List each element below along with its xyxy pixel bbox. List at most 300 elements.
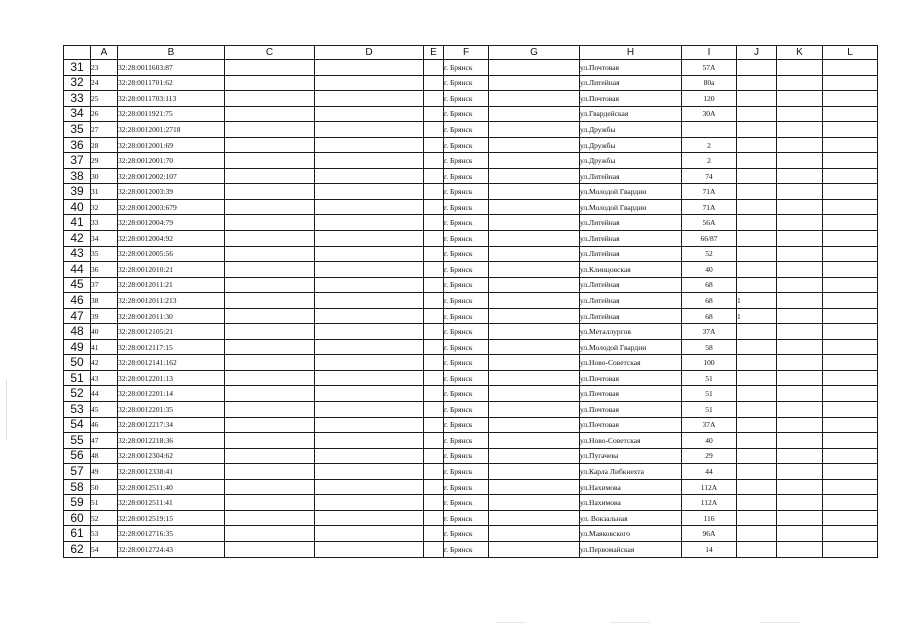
cell-a: 32 [91, 199, 118, 215]
row-number: 37 [64, 153, 91, 169]
cell-l [823, 355, 878, 371]
cell-d [315, 464, 424, 480]
column-header-b: B [118, 46, 225, 60]
cell-f-city: г. Брянск [444, 91, 489, 107]
cell-k [777, 308, 823, 324]
cell-k [777, 370, 823, 386]
cell-k [777, 137, 823, 153]
cell-l [823, 246, 878, 262]
cell-c [225, 510, 315, 526]
table-row [64, 137, 878, 153]
cell-i-house-number: 29 [682, 448, 737, 464]
cell-e [424, 293, 444, 309]
table-row [64, 184, 878, 200]
cell-b-cadastral-number: 32:28:0011701:62 [118, 75, 225, 91]
cell-i-house-number: 14 [682, 541, 737, 557]
cell-h-street: ул.Первомайская [580, 541, 682, 557]
row-number: 41 [64, 215, 91, 231]
cell-a: 45 [91, 402, 118, 418]
cell-k [777, 293, 823, 309]
cell-b-cadastral-number: 32:28:0012511:41 [118, 495, 225, 511]
column-header-j: J [737, 46, 777, 60]
cell-j [737, 526, 777, 542]
table-row [64, 106, 878, 122]
column-header-row [64, 46, 878, 60]
cell-h-street: ул.Литейная [580, 75, 682, 91]
cell-d [315, 168, 424, 184]
cell-k [777, 433, 823, 449]
cell-a: 31 [91, 184, 118, 200]
row-number: 51 [64, 370, 91, 386]
cell-a: 42 [91, 355, 118, 371]
cell-j [737, 153, 777, 169]
table-row [64, 168, 878, 184]
scan-artifact [495, 622, 525, 623]
cell-d [315, 60, 424, 76]
cell-d [315, 386, 424, 402]
cell-h-street: ул.Литейная [580, 246, 682, 262]
cell-d [315, 75, 424, 91]
cell-e [424, 277, 444, 293]
cell-h-street: ул.Гвардейская [580, 106, 682, 122]
cell-l [823, 153, 878, 169]
cell-d [315, 495, 424, 511]
row-number: 32 [64, 75, 91, 91]
cell-c [225, 293, 315, 309]
cell-a: 38 [91, 293, 118, 309]
cell-d [315, 541, 424, 557]
cell-i-house-number: 2 [682, 153, 737, 169]
cell-k [777, 355, 823, 371]
cell-e [424, 526, 444, 542]
cell-f-city: г. Брянск [444, 541, 489, 557]
cell-a: 40 [91, 324, 118, 340]
cell-b-cadastral-number: 32:28:0012011:21 [118, 277, 225, 293]
cell-a: 53 [91, 526, 118, 542]
cell-k [777, 122, 823, 138]
cell-g [489, 75, 580, 91]
cell-k [777, 277, 823, 293]
cell-a: 36 [91, 262, 118, 278]
cell-d [315, 153, 424, 169]
cell-a: 49 [91, 464, 118, 480]
row-number: 52 [64, 386, 91, 402]
cell-l [823, 106, 878, 122]
cell-a: 39 [91, 308, 118, 324]
cell-f-city: г. Брянск [444, 122, 489, 138]
cell-d [315, 324, 424, 340]
cell-f-city: г. Брянск [444, 231, 489, 247]
cell-b-cadastral-number: 32:28:0012005:56 [118, 246, 225, 262]
cell-c [225, 231, 315, 247]
cell-d [315, 262, 424, 278]
row-number: 61 [64, 526, 91, 542]
table-row [64, 324, 878, 340]
cell-h-street: ул.Пугачева [580, 448, 682, 464]
cell-g [489, 168, 580, 184]
cell-f-city: г. Брянск [444, 153, 489, 169]
cell-l [823, 417, 878, 433]
row-number: 54 [64, 417, 91, 433]
cell-d [315, 246, 424, 262]
cell-k [777, 106, 823, 122]
cell-k [777, 526, 823, 542]
cell-l [823, 479, 878, 495]
cell-a: 34 [91, 231, 118, 247]
row-number: 49 [64, 339, 91, 355]
cell-h-street: ул.Нахимова [580, 479, 682, 495]
cell-g [489, 433, 580, 449]
cell-f-city: г. Брянск [444, 308, 489, 324]
cell-h-street: ул.Карла Либкнехта [580, 464, 682, 480]
row-number: 59 [64, 495, 91, 511]
cell-c [225, 479, 315, 495]
cell-k [777, 541, 823, 557]
cell-a: 29 [91, 153, 118, 169]
cell-h-street: ул.Молодой Гвардии [580, 339, 682, 355]
cell-i-house-number: 71А [682, 184, 737, 200]
row-number: 46 [64, 293, 91, 309]
cell-j [737, 433, 777, 449]
cell-e [424, 479, 444, 495]
cell-d [315, 433, 424, 449]
column-header-c: C [225, 46, 315, 60]
table-row [64, 417, 878, 433]
cell-l [823, 75, 878, 91]
cell-e [424, 106, 444, 122]
cell-k [777, 184, 823, 200]
cell-d [315, 370, 424, 386]
cell-l [823, 122, 878, 138]
cell-i-house-number: 52 [682, 246, 737, 262]
cell-k [777, 215, 823, 231]
row-number: 40 [64, 199, 91, 215]
cell-g [489, 215, 580, 231]
row-number: 36 [64, 137, 91, 153]
cell-f-city: г. Брянск [444, 510, 489, 526]
cell-g [489, 184, 580, 200]
cell-k [777, 386, 823, 402]
cell-d [315, 402, 424, 418]
cell-l [823, 433, 878, 449]
cell-l [823, 231, 878, 247]
column-header-e: E [424, 46, 444, 60]
cell-j [737, 386, 777, 402]
cell-b-cadastral-number: 32:28:0012338:41 [118, 464, 225, 480]
cell-f-city: г. Брянск [444, 75, 489, 91]
cell-f-city: г. Брянск [444, 370, 489, 386]
cell-e [424, 262, 444, 278]
cell-h-street: ул.Ново-Советская [580, 355, 682, 371]
cell-c [225, 324, 315, 340]
table-row [64, 479, 878, 495]
cell-d [315, 91, 424, 107]
table-row [64, 215, 878, 231]
cell-h-street: ул.Нахимова [580, 495, 682, 511]
spreadsheet-table [63, 45, 878, 558]
row-number: 44 [64, 262, 91, 278]
cell-f-city: г. Брянск [444, 246, 489, 262]
cell-d [315, 215, 424, 231]
cell-b-cadastral-number: 32:28:0012201:13 [118, 370, 225, 386]
cell-c [225, 495, 315, 511]
cell-g [489, 293, 580, 309]
table-row [64, 355, 878, 371]
table-row [64, 199, 878, 215]
cell-k [777, 402, 823, 418]
cell-j [737, 184, 777, 200]
cell-i-house-number: 2 [682, 137, 737, 153]
cell-g [489, 479, 580, 495]
cell-f-city: г. Брянск [444, 215, 489, 231]
row-number: 45 [64, 277, 91, 293]
cell-e [424, 199, 444, 215]
column-header-l: L [823, 46, 878, 60]
cell-a: 30 [91, 168, 118, 184]
column-header-g: G [489, 46, 580, 60]
cell-h-street: ул.Клинцовская [580, 262, 682, 278]
cell-d [315, 479, 424, 495]
cell-c [225, 433, 315, 449]
cell-j [737, 199, 777, 215]
cell-j [737, 339, 777, 355]
cell-c [225, 91, 315, 107]
column-header-h: H [580, 46, 682, 60]
cell-g [489, 262, 580, 278]
cell-b-cadastral-number: 32:28:0011703:113 [118, 91, 225, 107]
cell-l [823, 184, 878, 200]
cell-h-street: ул.Почтовая [580, 402, 682, 418]
cell-b-cadastral-number: 32:28:0012519:15 [118, 510, 225, 526]
cell-f-city: г. Брянск [444, 262, 489, 278]
cell-e [424, 433, 444, 449]
cell-e [424, 495, 444, 511]
cell-f-city: г. Брянск [444, 184, 489, 200]
row-number: 47 [64, 308, 91, 324]
cell-l [823, 60, 878, 76]
cell-h-street: ул.Литейная [580, 231, 682, 247]
cell-c [225, 370, 315, 386]
row-number: 38 [64, 168, 91, 184]
cell-l [823, 293, 878, 309]
cell-k [777, 324, 823, 340]
cell-h-street: ул.Почтовая [580, 370, 682, 386]
cell-l [823, 526, 878, 542]
cell-b-cadastral-number: 32:28:0012004:79 [118, 215, 225, 231]
scan-artifact [760, 622, 800, 623]
cell-k [777, 153, 823, 169]
cell-l [823, 168, 878, 184]
cell-i-house-number: 80а [682, 75, 737, 91]
row-number: 50 [64, 355, 91, 371]
cell-c [225, 277, 315, 293]
cell-i-house-number: 51 [682, 402, 737, 418]
cell-i-house-number: 112А [682, 479, 737, 495]
cell-f-city: г. Брянск [444, 137, 489, 153]
cell-i-house-number: 44 [682, 464, 737, 480]
row-number: 42 [64, 231, 91, 247]
cell-e [424, 184, 444, 200]
cell-e [424, 246, 444, 262]
cell-h-street: ул.Почтовая [580, 386, 682, 402]
cell-j [737, 510, 777, 526]
cell-k [777, 510, 823, 526]
table-row [64, 153, 878, 169]
cell-d [315, 355, 424, 371]
cell-l [823, 308, 878, 324]
cell-i-house-number: 120 [682, 91, 737, 107]
cell-g [489, 448, 580, 464]
cell-b-cadastral-number: 32:28:0012117:15 [118, 339, 225, 355]
cell-a: 37 [91, 277, 118, 293]
table-row [64, 386, 878, 402]
column-header-d: D [315, 46, 424, 60]
cell-j [737, 324, 777, 340]
scan-artifact [610, 622, 650, 623]
cell-b-cadastral-number: 32:28:0012001:69 [118, 137, 225, 153]
cell-d [315, 106, 424, 122]
cell-h-street: ул.Металлургов [580, 324, 682, 340]
cell-e [424, 168, 444, 184]
cell-b-cadastral-number: 32:28:0012218:36 [118, 433, 225, 449]
cell-j [737, 417, 777, 433]
cell-c [225, 199, 315, 215]
cell-j [737, 402, 777, 418]
cell-c [225, 168, 315, 184]
cell-a: 47 [91, 433, 118, 449]
cell-k [777, 448, 823, 464]
cell-k [777, 479, 823, 495]
cell-b-cadastral-number: 32:28:0012003:679 [118, 199, 225, 215]
cell-c [225, 386, 315, 402]
cell-l [823, 448, 878, 464]
cell-f-city: г. Брянск [444, 324, 489, 340]
cell-b-cadastral-number: 32:28:0012105:21 [118, 324, 225, 340]
cell-a: 52 [91, 510, 118, 526]
cell-e [424, 75, 444, 91]
cell-e [424, 386, 444, 402]
cell-l [823, 324, 878, 340]
cell-f-city: г. Брянск [444, 417, 489, 433]
cell-i-house-number: 68 [682, 277, 737, 293]
cell-e [424, 402, 444, 418]
cell-e [424, 510, 444, 526]
cell-e [424, 370, 444, 386]
cell-j [737, 60, 777, 76]
cell-k [777, 495, 823, 511]
row-number: 56 [64, 448, 91, 464]
cell-d [315, 184, 424, 200]
row-number: 31 [64, 60, 91, 76]
table-row [64, 526, 878, 542]
cell-c [225, 153, 315, 169]
cell-i-house-number: 40 [682, 262, 737, 278]
cell-j [737, 122, 777, 138]
cell-b-cadastral-number: 32:28:0012141:162 [118, 355, 225, 371]
cell-j [737, 168, 777, 184]
cell-i-house-number: 51 [682, 370, 737, 386]
cell-i-house-number: 68 [682, 293, 737, 309]
row-number: 55 [64, 433, 91, 449]
cell-g [489, 417, 580, 433]
cell-a: 26 [91, 106, 118, 122]
row-number: 43 [64, 246, 91, 262]
column-header-k: K [777, 46, 823, 60]
table-row [64, 246, 878, 262]
cell-c [225, 262, 315, 278]
cell-l [823, 402, 878, 418]
cell-a: 24 [91, 75, 118, 91]
cell-a: 25 [91, 91, 118, 107]
row-number: 62 [64, 541, 91, 557]
cell-a: 46 [91, 417, 118, 433]
cell-f-city: г. Брянск [444, 464, 489, 480]
cell-i-house-number: 71А [682, 199, 737, 215]
table-row [64, 91, 878, 107]
cell-g [489, 526, 580, 542]
cell-d [315, 122, 424, 138]
cell-e [424, 153, 444, 169]
cell-l [823, 199, 878, 215]
cell-h-street: ул.Молодой Гвардии [580, 184, 682, 200]
cell-i-house-number: 30А [682, 106, 737, 122]
cell-e [424, 339, 444, 355]
row-number: 39 [64, 184, 91, 200]
cell-i-house-number: 74 [682, 168, 737, 184]
cell-e [424, 448, 444, 464]
cell-f-city: г. Брянск [444, 277, 489, 293]
cell-d [315, 231, 424, 247]
cell-g [489, 464, 580, 480]
cell-f-city: г. Брянск [444, 495, 489, 511]
cell-i-house-number [682, 122, 737, 138]
table-row [64, 122, 878, 138]
cell-f-city: г. Брянск [444, 448, 489, 464]
cell-h-street: ул.Дружбы [580, 153, 682, 169]
cell-l [823, 541, 878, 557]
cell-j [737, 355, 777, 371]
cell-a: 43 [91, 370, 118, 386]
cell-k [777, 199, 823, 215]
column-header-a: A [91, 46, 118, 60]
cell-l [823, 510, 878, 526]
cell-k [777, 246, 823, 262]
cell-i-house-number: 37А [682, 417, 737, 433]
cell-f-city: г. Брянск [444, 355, 489, 371]
cell-j [737, 75, 777, 91]
cell-a: 28 [91, 137, 118, 153]
cell-f-city: г. Брянск [444, 199, 489, 215]
cell-c [225, 526, 315, 542]
corner-cell [64, 46, 91, 60]
cell-k [777, 339, 823, 355]
cell-j [737, 231, 777, 247]
cell-j [737, 137, 777, 153]
cell-d [315, 199, 424, 215]
cell-g [489, 153, 580, 169]
cell-g [489, 370, 580, 386]
cell-g [489, 355, 580, 371]
cell-a: 51 [91, 495, 118, 511]
cell-g [489, 231, 580, 247]
cell-e [424, 91, 444, 107]
cell-d [315, 417, 424, 433]
cell-h-street: ул.Литейная [580, 168, 682, 184]
cell-e [424, 464, 444, 480]
cell-i-house-number: 68 [682, 308, 737, 324]
cell-l [823, 215, 878, 231]
cell-d [315, 137, 424, 153]
